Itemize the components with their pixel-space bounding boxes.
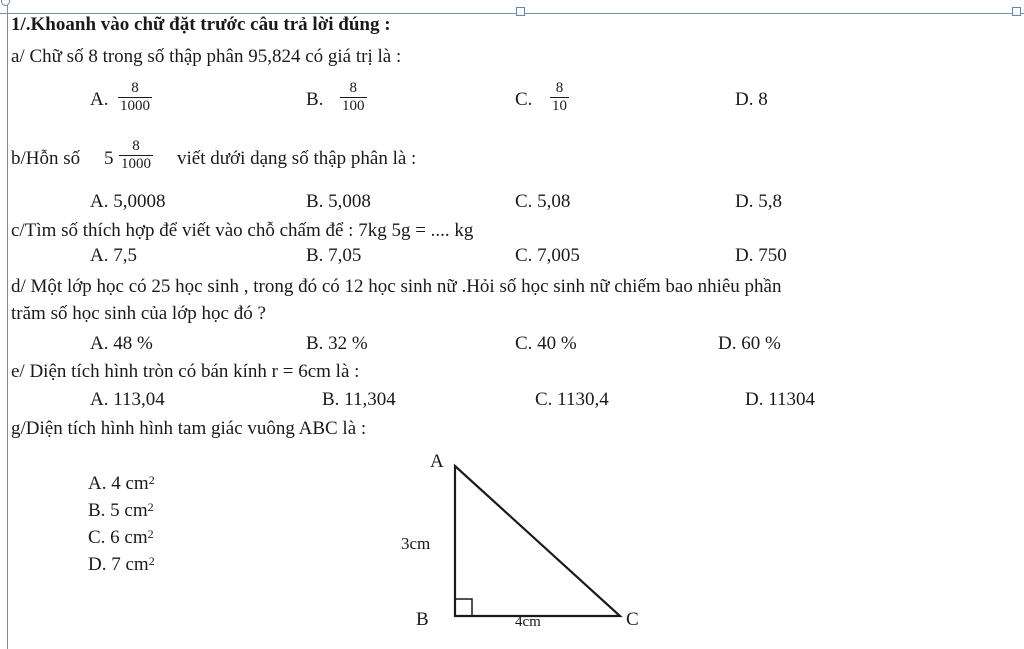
option-c: C. 6 $cm^2$: [88, 527, 154, 548]
option-b-letter: B.: [306, 89, 324, 110]
page-margin-guide-vertical: [7, 0, 8, 649]
option-c: C. 40 %: [515, 333, 577, 354]
question-d-line2: trăm số học sinh của lớp học đó ?: [11, 303, 266, 324]
triangle-abc: [455, 466, 620, 616]
side-ab-label: 3cm: [401, 534, 431, 553]
side-bc-label: 4cm: [515, 614, 541, 630]
option-b-fraction: [340, 80, 367, 115]
fraction-denominator: 1000: [121, 156, 151, 172]
option-d: D. 60 %: [718, 333, 781, 354]
right-angle-marker: [455, 599, 472, 616]
fraction-denominator: 1000: [120, 98, 150, 114]
page-title: 1/.Khoanh vào chữ đặt trước câu trả lời đúng :: [11, 14, 391, 35]
question-c: c/Tìm số thích hợp để viết vào chỗ chấm để : 7kg 5g = .... kg: [11, 220, 474, 241]
question-g: g/Diện tích hình hình tam giác vuông ABC là :: [11, 418, 367, 439]
option-c: C. 7,005: [515, 245, 580, 266]
option-c-fraction: [550, 80, 569, 115]
option-b: B. 32 %: [306, 333, 368, 354]
option-b: B. 7,05: [306, 245, 362, 266]
option-a: A. 4 $cm^2$: [88, 473, 155, 494]
option-a: A. 7,5: [90, 245, 137, 266]
option-a: A. 113,04: [90, 389, 165, 410]
fraction-denominator: 10: [552, 98, 567, 114]
option-c: C. 5,08: [515, 191, 571, 212]
option-b: B. 5,008: [306, 191, 371, 212]
fraction-numerator: 8: [349, 80, 357, 96]
mixed-number-fraction: [119, 138, 153, 173]
option-d: D. 750: [735, 245, 787, 266]
option-d: D. 8: [735, 89, 768, 110]
option-b: B. 5 $cm^2$: [88, 500, 154, 521]
selection-handle-icon[interactable]: [1, 0, 10, 6]
option-d: D. 7 $cm^2$: [88, 554, 155, 575]
triangle-abc-figure: [400, 445, 670, 645]
option-d: D. 11304: [745, 389, 816, 410]
question-d-line1: d/ Một lớp học có 25 học sinh , trong đó có 12 học sinh nữ .Hỏi số học sinh nữ chiếm bao nhiêu phần: [11, 276, 782, 297]
option-b: B. 11,304: [322, 389, 396, 410]
question-b-prefix: b/Hỗn số: [11, 148, 81, 169]
option-c: C. 1130,4: [535, 389, 609, 410]
fraction-numerator: 8: [555, 80, 564, 96]
option-d: D. 5,8: [735, 191, 782, 212]
option-a-fraction: [118, 80, 152, 115]
vertex-c-label: C: [626, 609, 639, 630]
resize-handle-icon[interactable]: [516, 7, 525, 16]
fraction-numerator: 8: [132, 138, 140, 154]
question-a: a/ Chữ số 8 trong số thập phân 95,824 có giá trị là :: [11, 46, 402, 67]
option-a: A. 48 %: [90, 333, 153, 354]
vertex-b-label: B: [416, 609, 429, 630]
question-b-suffix: viết dưới dạng số thập phân là :: [177, 148, 417, 169]
option-c-letter: C.: [515, 89, 533, 110]
fraction-denominator: 100: [342, 98, 365, 114]
option-a-letter: A.: [90, 89, 109, 110]
mixed-number-whole: 5: [104, 148, 114, 169]
resize-handle-icon[interactable]: [1012, 7, 1021, 16]
question-e: e/ Diện tích hình tròn có bán kính r = 6cm là :: [11, 361, 360, 382]
fraction-numerator: 8: [131, 80, 139, 96]
vertex-a-label: A: [430, 451, 444, 472]
option-a: A. 5,0008: [90, 191, 166, 212]
